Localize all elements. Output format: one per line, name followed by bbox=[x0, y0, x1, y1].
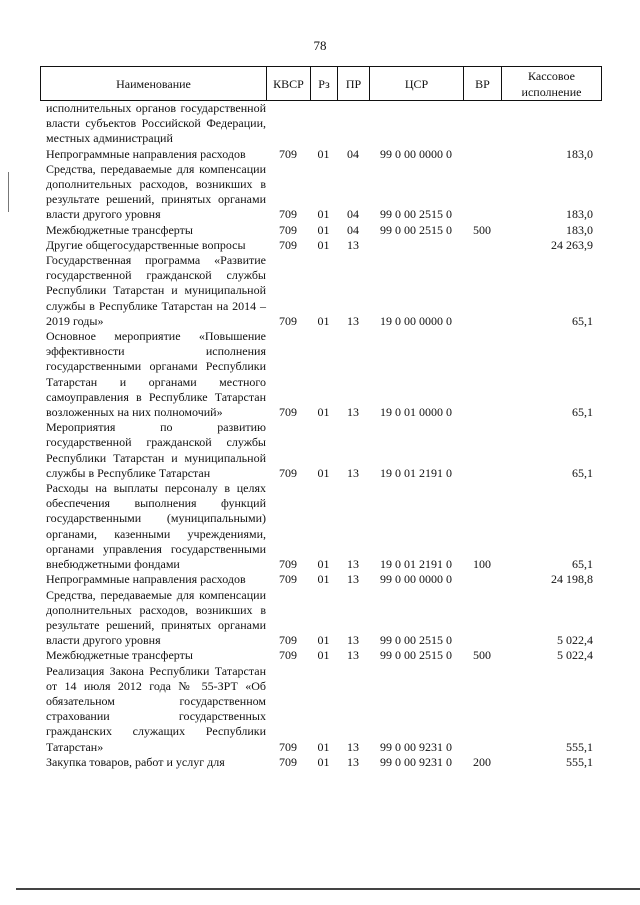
row-rz: 01 bbox=[317, 222, 330, 237]
row-amount: 24 263,9 bbox=[551, 237, 593, 252]
row-amount: 65,1 bbox=[572, 405, 593, 420]
row-rz: 01 bbox=[317, 572, 330, 587]
row-amount: 65,1 bbox=[572, 557, 593, 572]
header-kvsr: КВСР bbox=[267, 67, 311, 100]
header-csr: ЦСР bbox=[370, 67, 464, 100]
row-amount: 24 198,8 bbox=[551, 572, 593, 587]
row-kvsr: 709 bbox=[279, 739, 297, 754]
row-kvsr: 709 bbox=[279, 754, 297, 769]
table-row bbox=[40, 572, 602, 587]
row-rz: 01 bbox=[317, 465, 330, 480]
row-amount: 65,1 bbox=[572, 465, 593, 480]
row-kvsr: 709 bbox=[279, 633, 297, 648]
row-name: Мероприятия по развитию государственной гражданской службы Республики Татарстан и муниципальной службы в Республике Татарстан bbox=[46, 420, 266, 480]
row-rz: 01 bbox=[317, 648, 330, 663]
header-pr: ПР bbox=[338, 67, 370, 100]
row-rz: 01 bbox=[317, 237, 330, 252]
row-pr: 13 bbox=[347, 465, 359, 480]
row-amount: 65,1 bbox=[572, 313, 593, 328]
row-rz: 01 bbox=[317, 739, 330, 754]
row-pr: 13 bbox=[347, 237, 359, 252]
row-rz: 01 bbox=[317, 557, 330, 572]
header-name: Наименование bbox=[41, 67, 267, 100]
row-pr: 13 bbox=[347, 313, 359, 328]
table-header bbox=[40, 66, 602, 101]
row-pr: 13 bbox=[347, 405, 359, 420]
row-csr: 99 0 00 0000 0 bbox=[380, 146, 452, 161]
row-kvsr: 709 bbox=[279, 313, 297, 328]
row-csr: 99 0 00 2515 0 bbox=[380, 207, 452, 222]
row-name: Реализация Закона Республики Татарстан от 14 июля 2012 года № 55-ЗРТ «Об обязательном государственном страховании государственных гражданских служащих Республики Татарстан» bbox=[46, 663, 266, 754]
row-name: Государственная программа «Развитие государственной гражданской службы Республики Татарстан и муниципальной службы в Республике Татарстан на 2014 – 2019 годы» bbox=[46, 253, 266, 328]
row-rz: 01 bbox=[317, 754, 330, 769]
table-row bbox=[40, 648, 602, 663]
margin-mark bbox=[8, 172, 9, 212]
row-pr: 04 bbox=[347, 207, 359, 222]
row-vr: 500 bbox=[473, 222, 491, 237]
row-pr: 04 bbox=[347, 222, 359, 237]
row-rz: 01 bbox=[317, 146, 330, 161]
row-name: Расходы на выплаты персоналу в целях обеспечения выполнения функций государственными (муниципальными) органами, казенными учреждениями, органами управления государственными внебюджетными фондами bbox=[46, 481, 266, 572]
row-csr: 99 0 00 2515 0 bbox=[380, 222, 452, 237]
row-csr: 99 0 00 2515 0 bbox=[380, 648, 452, 663]
row-name: Другие общегосударственные вопросы bbox=[46, 237, 246, 252]
page-number: 78 bbox=[313, 38, 327, 53]
row-rz: 01 bbox=[317, 405, 330, 420]
table-row bbox=[40, 101, 602, 147]
table-row bbox=[40, 420, 602, 481]
row-csr: 99 0 00 0000 0 bbox=[380, 572, 452, 587]
row-csr: 99 0 00 9231 0 bbox=[380, 754, 452, 769]
row-pr: 13 bbox=[347, 572, 359, 587]
row-amount: 183,0 bbox=[566, 207, 593, 222]
row-amount: 555,1 bbox=[566, 739, 593, 754]
row-name: Межбюджетные трансферты bbox=[46, 222, 193, 237]
row-kvsr: 709 bbox=[279, 648, 297, 663]
row-pr: 13 bbox=[347, 739, 359, 754]
row-kvsr: 709 bbox=[279, 207, 297, 222]
table-row bbox=[40, 162, 602, 223]
row-amount: 183,0 bbox=[566, 146, 593, 161]
row-csr: 99 0 00 9231 0 bbox=[380, 739, 452, 754]
row-kvsr: 709 bbox=[279, 572, 297, 587]
row-kvsr: 709 bbox=[279, 237, 297, 252]
table-row bbox=[40, 755, 602, 770]
table-body bbox=[40, 101, 602, 770]
row-kvsr: 709 bbox=[279, 557, 297, 572]
row-name: Закупка товаров, работ и услуг для bbox=[46, 754, 225, 769]
row-name: Межбюджетные трансферты bbox=[46, 648, 193, 663]
row-amount: 183,0 bbox=[566, 222, 593, 237]
row-pr: 13 bbox=[347, 557, 359, 572]
row-rz: 01 bbox=[317, 633, 330, 648]
scan-bottom-edge bbox=[16, 888, 640, 890]
table-row bbox=[40, 329, 602, 420]
row-name: исполнительных органов государственной власти субъектов Российской Федерации, местных администраций bbox=[46, 101, 266, 146]
row-name: Непрограммные направления расходов bbox=[46, 146, 246, 161]
row-amount: 5 022,4 bbox=[557, 648, 593, 663]
row-name: Средства, передаваемые для компенсации дополнительных расходов, возникших в результате решений, принятых органами власти другого уровня bbox=[46, 161, 266, 222]
row-csr: 19 0 01 0000 0 bbox=[380, 405, 452, 420]
row-name: Непрограммные направления расходов bbox=[46, 572, 246, 587]
row-name: Средства, передаваемые для компенсации дополнительных расходов, возникших в результате решений, принятых органами власти другого уровня bbox=[46, 587, 266, 648]
row-csr: 99 0 00 2515 0 bbox=[380, 633, 452, 648]
header-rz: Рз bbox=[311, 67, 338, 100]
table-row bbox=[40, 588, 602, 649]
row-pr: 13 bbox=[347, 633, 359, 648]
table-row bbox=[40, 223, 602, 238]
row-name: Основное мероприятие «Повышение эффективности исполнения государственными органами Республики Татарстан и органами местного самоуправления в Республике Татарстан возложенных на них полномочий» bbox=[46, 329, 266, 420]
row-csr: 19 0 01 2191 0 bbox=[380, 465, 452, 480]
table-row bbox=[40, 664, 602, 755]
header-vr: ВР bbox=[464, 67, 502, 100]
row-kvsr: 709 bbox=[279, 465, 297, 480]
row-kvsr: 709 bbox=[279, 405, 297, 420]
row-kvsr: 709 bbox=[279, 146, 297, 161]
header-amount: Кассовое исполнение bbox=[521, 68, 582, 99]
row-rz: 01 bbox=[317, 207, 330, 222]
table-row bbox=[40, 238, 602, 253]
row-vr: 200 bbox=[473, 754, 491, 769]
row-vr: 500 bbox=[473, 648, 491, 663]
row-pr: 04 bbox=[347, 146, 359, 161]
row-rz: 01 bbox=[317, 313, 330, 328]
table-row bbox=[40, 253, 602, 329]
row-amount: 555,1 bbox=[566, 754, 593, 769]
row-csr: 19 0 01 2191 0 bbox=[380, 557, 452, 572]
row-pr: 13 bbox=[347, 754, 359, 769]
row-pr: 13 bbox=[347, 648, 359, 663]
table-row bbox=[40, 481, 602, 572]
table-row bbox=[40, 147, 602, 162]
row-vr: 100 bbox=[473, 557, 491, 572]
row-amount: 5 022,4 bbox=[557, 633, 593, 648]
row-kvsr: 709 bbox=[279, 222, 297, 237]
row-csr: 19 0 00 0000 0 bbox=[380, 313, 452, 328]
